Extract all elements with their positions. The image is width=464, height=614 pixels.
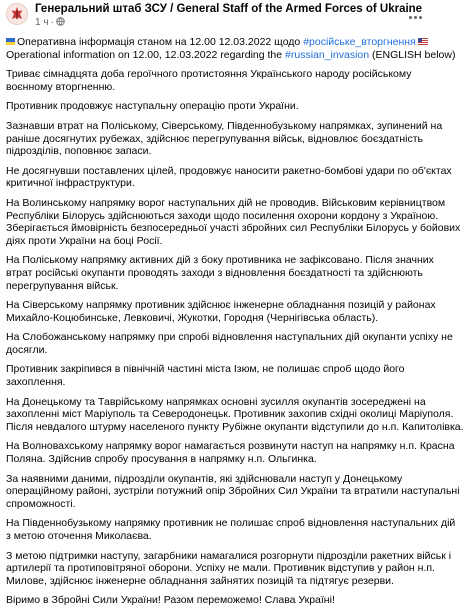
paragraph-line: Михайло-Коцюбинське, Левковичі, Жукотки, Городня (Чернігівська область). xyxy=(6,311,379,324)
page-name-link[interactable]: Генеральний штаб ЗСУ / General Staff of the Armed Forces of Ukraine xyxy=(35,3,423,15)
paragraph-line: Не досягнувши поставлених цілей, продовжує наносити ракетно-бомбові удари по об'єктах xyxy=(6,164,452,177)
paragraph-line: Республіки Білорусь здійснюються заходи щодо посилення охорони кордону з Україною. xyxy=(6,209,439,222)
report-paragraph xyxy=(6,100,430,113)
hashtag-link[interactable]: #російське_вторгнення xyxy=(303,36,416,48)
paragraph-line: На Волновахському напрямку ворог намагається розвинути наступ на напрямку н.п. Красна xyxy=(6,440,455,453)
paragraph-line: Зберігається ймовірність безпосередньої участі збройних сил Республіки Білорусь у бойових xyxy=(6,222,461,235)
ukraine-flag-icon xyxy=(6,38,15,45)
intro-line-ukr xyxy=(6,36,430,49)
emblem-icon xyxy=(10,6,24,22)
paragraph-line: Противник продовжує наступальну операцію проти України. xyxy=(6,100,299,113)
report-paragraph xyxy=(6,395,464,434)
paragraph-line: артилерії та протиповітряної оборони. Успіху не мали. Противник відступив у район н.п. xyxy=(6,562,435,575)
report-paragraph xyxy=(6,472,460,511)
intro-text: Operational information on 12.00, 12.03.2022 regarding the xyxy=(6,48,286,61)
paragraph-line: спроможності. xyxy=(6,497,76,510)
paragraph-line: з метою оточення Миколаєва. xyxy=(6,530,152,542)
report-paragraph xyxy=(6,363,430,388)
report-paragraph xyxy=(6,254,434,292)
report-paragraph xyxy=(6,164,452,190)
us-flag-icon xyxy=(418,38,428,45)
paragraph-line: На Поліському напрямку активних дій з боку противника не зафіксовано. Після значних xyxy=(6,254,434,267)
report-paragraph xyxy=(6,299,436,324)
more-options-button[interactable] xyxy=(409,6,427,18)
paragraph-line: раніше досягнутих рубежах, здійснює перегрупування військ, відновлює боєздатність xyxy=(6,132,424,145)
paragraph-line: діях проти України на боці Росії. xyxy=(6,234,163,247)
paragraph-line: захопленні міст Маріуполь та Северодонецьк. Противник захопив східні околиці Маріуполя. xyxy=(6,408,454,421)
report-paragraph xyxy=(6,68,430,93)
report-paragraph xyxy=(6,440,455,466)
paragraph-line: З метою підтримки наступу, загарбники намагалися розгорнути підрозділи ракетних військ і xyxy=(6,549,452,562)
paragraph-line: На Волинському напрямку ворог наступальних дій не проводив. Військовим керівництвом xyxy=(6,196,446,209)
report-paragraph xyxy=(6,331,453,356)
paragraph-line: Віримо в Збройні Сили України! Разом переможемо! Слава Україні! xyxy=(6,594,335,607)
report-paragraphs xyxy=(6,68,464,607)
paragraph-line: За наявними даними, підрозділи окупантів, які здійснювали наступ у Донецькому xyxy=(6,472,403,485)
report-paragraph xyxy=(6,517,456,542)
post-meta: 1 ч · xyxy=(35,17,65,28)
post-body xyxy=(6,36,464,614)
intro-line-eng xyxy=(6,48,456,62)
page-avatar[interactable] xyxy=(6,3,28,25)
post-timestamp[interactable]: 1 ч xyxy=(35,17,49,28)
paragraph-line: На Південнобузькому напрямку противник не полишає спроб відновлення наступальних дій xyxy=(6,517,456,530)
paragraph-line: перегрупування військ. xyxy=(6,279,119,292)
paragraph-line: Поляна. Здійснив спробу просування в напрямку н.п. Ольгинка. xyxy=(6,453,317,466)
paragraph-line: втрат російські окупанти проводять заходи з відновлення боєздатності та здійснюють xyxy=(6,266,423,279)
paragraph-line: На Сіверському напрямку противник здійснює інженерне обладнання позицій у районах xyxy=(6,299,436,312)
intro-text: Оперативна інформація станом на 12.00 12.03.2022 щодо xyxy=(17,36,304,48)
paragraph-line: воєнному вторгненню. xyxy=(6,80,116,93)
more-icon xyxy=(409,16,412,19)
paragraph-line: Триває сімнадцята доба героїчного протистояння Українського народу російському xyxy=(6,68,412,81)
report-paragraph xyxy=(6,196,461,247)
hashtag-link[interactable]: #russian_invasion xyxy=(285,48,370,61)
paragraph-line: На Донецькому та Таврійському напрямках основні зусилля окупантів зосереджені на xyxy=(6,395,426,408)
paragraph-line: Противник закріпився в північній частині міста Ізюм, не полишає спроб щодо його xyxy=(6,363,405,376)
paragraph-line: Милове, здійснює інженерне обладнання зайнятих позицій та підтягує резерви. xyxy=(6,574,394,587)
intro-text: (ENGLISH below) xyxy=(369,48,456,61)
globe-icon[interactable] xyxy=(56,17,65,26)
paragraph-line: Після невдалого штурму населеного пункту Рубіжне окупанти відступили до н.п. Капитолівка. xyxy=(6,420,464,433)
post-header xyxy=(0,0,434,34)
report-paragraph xyxy=(6,594,430,607)
paragraph-line: підрозділів, поповнює запаси. xyxy=(6,145,152,158)
paragraph-line: Зазнавши втрат на Поліському, Сіверському, Південнобузькому напрямках, зупинений на xyxy=(6,119,443,132)
paragraph-line: критичної інфраструктури. xyxy=(6,177,135,190)
report-paragraph xyxy=(6,119,443,158)
paragraph-line: На Слобожанському напрямку при спробі відновлення наступальних дій окупанти успіху не xyxy=(6,331,453,344)
paragraph-line: досягли. xyxy=(6,343,48,356)
paragraph-line: захоплення. xyxy=(6,376,66,389)
paragraph-line: операційному районі, зустріли потужний опір Збройних Сил України та втратили наступальні xyxy=(6,485,460,498)
report-paragraph xyxy=(6,549,452,588)
